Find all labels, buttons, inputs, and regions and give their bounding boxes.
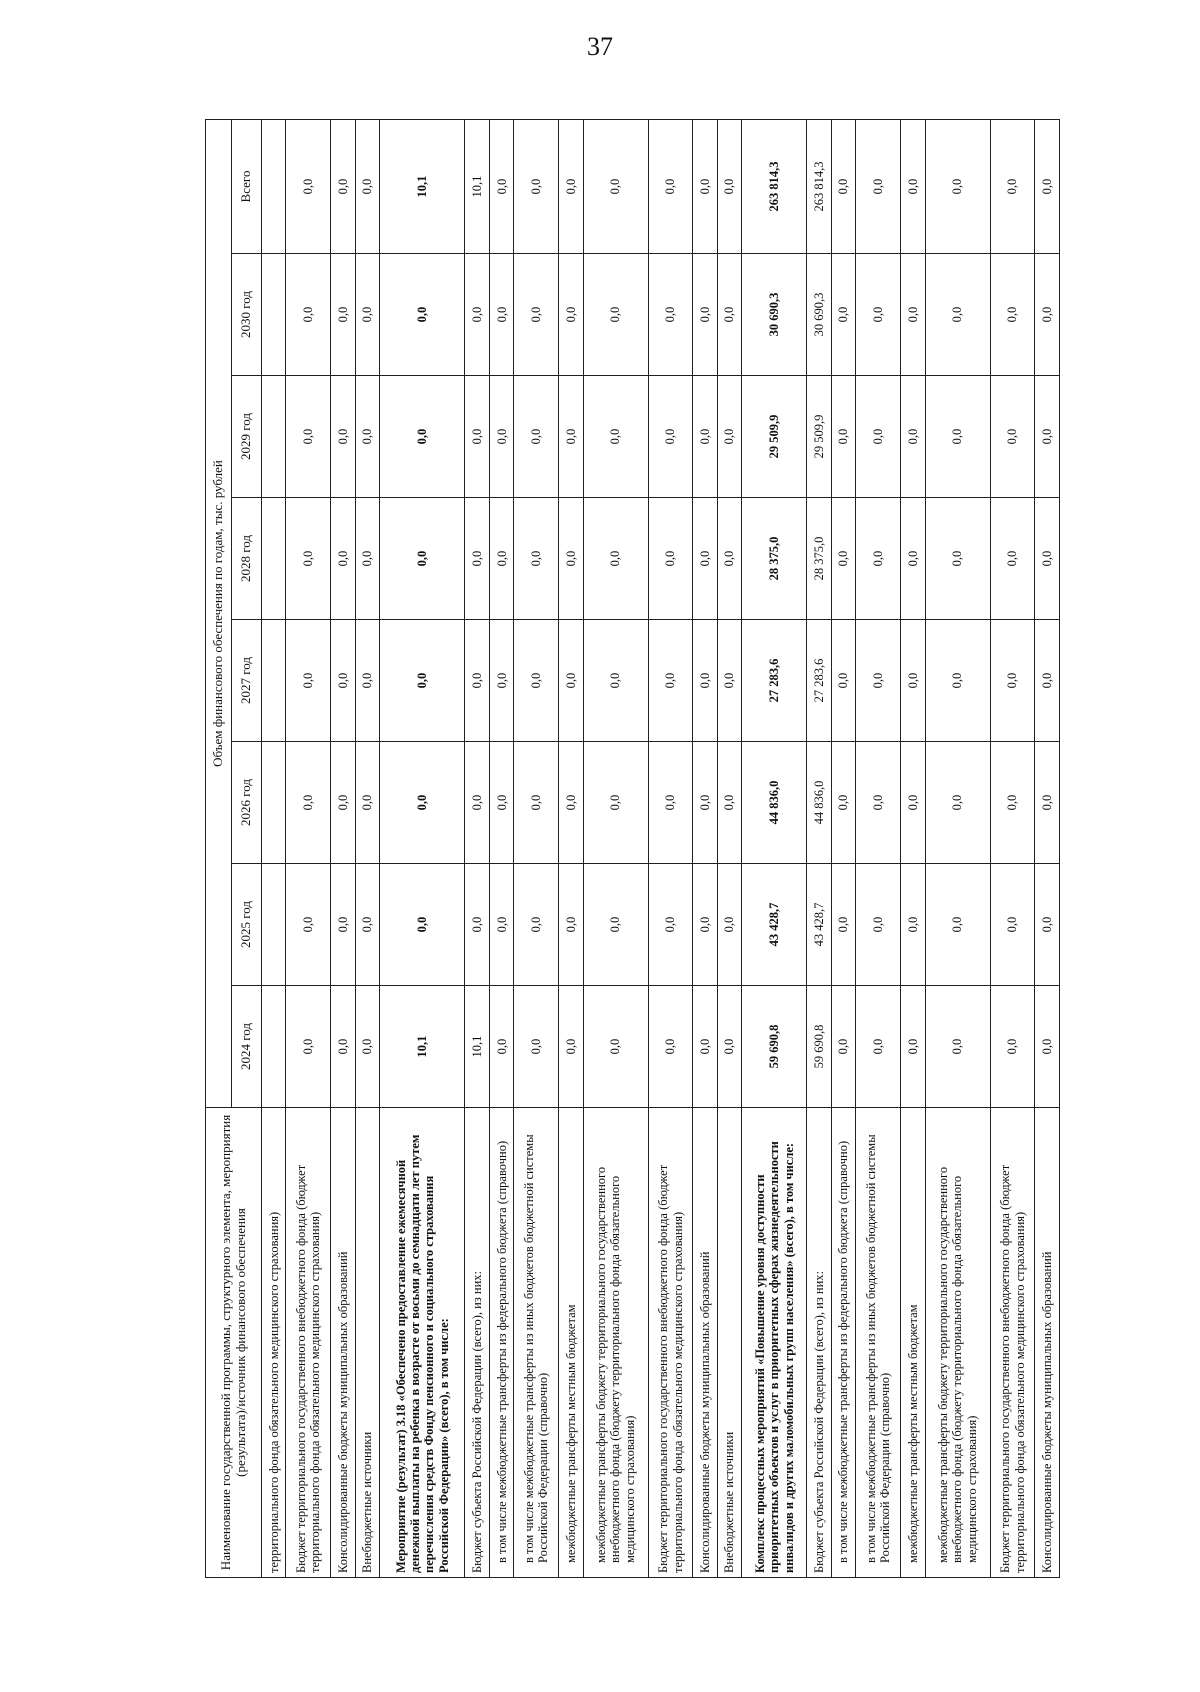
row-value: 0,0 [355, 864, 379, 986]
row-label: межбюджетные трансферты бюджету территориального государственного внебюджетного фонда (бюджету территориального фонда обязательного медицинского страхования) [925, 1108, 990, 1578]
row-value: 0,0 [355, 254, 379, 376]
row-value: 59 690,8 [807, 986, 831, 1108]
row-value: 10,1 [380, 119, 465, 253]
table-body [262, 119, 1060, 1577]
row-value: 0,0 [717, 620, 741, 742]
row-value: 0,0 [331, 742, 355, 864]
row-value: 0,0 [693, 254, 717, 376]
row-value: 0,0 [559, 254, 583, 376]
row-value: 0,0 [1035, 986, 1060, 1108]
row-value: 0,0 [648, 986, 693, 1108]
row-value [262, 986, 286, 1108]
row-label: межбюджетные трансферты бюджету территориального государственного внебюджетного фонда (бюджету территориального фонда обязательного медицинского страхования) [583, 1108, 648, 1578]
table-row [742, 119, 807, 1577]
row-value: 0,0 [559, 119, 583, 253]
row-value: 59 690,8 [742, 986, 807, 1108]
row-label: Комплекс процессных мероприятий «Повышение уровня доступности приоритетных объектов и услуг в приоритетных сферах жизнедеятельности инвалидов и других маломобильных групп населения» (всего), в том числе: [742, 1108, 807, 1578]
row-value: 0,0 [856, 864, 901, 986]
row-value: 0,0 [648, 254, 693, 376]
row-value: 0,0 [831, 742, 855, 864]
row-value: 0,0 [489, 620, 513, 742]
row-label: в том числе межбюджетные трансферты из федерального бюджета (справочно) [489, 1108, 513, 1578]
row-value: 0,0 [1035, 254, 1060, 376]
row-value: 30 690,3 [742, 254, 807, 376]
row-value: 0,0 [831, 254, 855, 376]
row-value: 0,0 [925, 254, 990, 376]
row-value: 0,0 [331, 864, 355, 986]
row-value: 29 509,9 [807, 376, 831, 498]
row-value: 0,0 [717, 498, 741, 620]
row-value: 0,0 [1035, 498, 1060, 620]
header-year: 2027 год [232, 620, 262, 742]
header-year: 2024 год [232, 986, 262, 1108]
header-year: 2026 год [232, 742, 262, 864]
row-value: 0,0 [856, 119, 901, 253]
row-value: 0,0 [514, 498, 559, 620]
row-value: 0,0 [717, 254, 741, 376]
row-value: 0,0 [559, 742, 583, 864]
row-value: 0,0 [355, 498, 379, 620]
row-value: 27 283,6 [807, 620, 831, 742]
row-value: 0,0 [489, 986, 513, 1108]
table-header [206, 119, 262, 1577]
row-value: 0,0 [990, 119, 1035, 253]
row-value [262, 254, 286, 376]
row-value: 0,0 [901, 376, 925, 498]
row-label: Внебюджетные источники [355, 1108, 379, 1578]
table-row [1035, 119, 1060, 1577]
row-value: 0,0 [648, 119, 693, 253]
row-value: 0,0 [465, 742, 489, 864]
row-value: 0,0 [514, 119, 559, 253]
row-value: 0,0 [648, 376, 693, 498]
financing-table [205, 119, 1060, 1578]
row-value: 0,0 [489, 376, 513, 498]
row-value: 0,0 [1035, 620, 1060, 742]
row-value: 0,0 [286, 742, 331, 864]
row-value: 0,0 [514, 376, 559, 498]
row-value: 0,0 [380, 498, 465, 620]
row-value: 28 375,0 [807, 498, 831, 620]
row-value: 10,1 [465, 119, 489, 253]
row-value: 0,0 [990, 986, 1035, 1108]
row-label: Консолидированные бюджеты муниципальных образований [693, 1108, 717, 1578]
row-value: 0,0 [901, 498, 925, 620]
header-name-column: Наименование государственной программы, структурного элемента, мероприятия (результата)/источник финансового обеспечения [206, 1108, 262, 1578]
row-value: 0,0 [925, 376, 990, 498]
row-value: 0,0 [693, 498, 717, 620]
row-value: 0,0 [355, 376, 379, 498]
row-value: 0,0 [583, 254, 648, 376]
row-value: 0,0 [286, 986, 331, 1108]
table-row [559, 119, 583, 1577]
row-value: 263 814,3 [807, 119, 831, 253]
row-value: 0,0 [856, 254, 901, 376]
row-value: 0,0 [355, 742, 379, 864]
table-row [489, 119, 513, 1577]
row-value: 0,0 [693, 119, 717, 253]
header-year: 2030 год [232, 254, 262, 376]
row-label: Бюджет территориального государственного внебюджетного фонда (бюджет территориального фонда обязательного медицинского страхования) [648, 1108, 693, 1578]
row-value: 0,0 [693, 742, 717, 864]
row-value: 0,0 [925, 742, 990, 864]
row-value: 29 509,9 [742, 376, 807, 498]
row-value: 0,0 [990, 254, 1035, 376]
row-value: 0,0 [648, 498, 693, 620]
row-value: 0,0 [925, 498, 990, 620]
row-value: 0,0 [380, 254, 465, 376]
row-value: 0,0 [583, 986, 648, 1108]
row-value: 0,0 [856, 986, 901, 1108]
row-value: 30 690,3 [807, 254, 831, 376]
table-row [355, 119, 379, 1577]
row-label: в том числе межбюджетные трансферты из иных бюджетов бюджетной системы Российской Федерации (справочно) [856, 1108, 901, 1578]
row-value: 0,0 [831, 498, 855, 620]
row-label: территориального фонда обязательного медицинского страхования) [262, 1108, 286, 1578]
row-value: 0,0 [331, 498, 355, 620]
row-value: 0,0 [286, 620, 331, 742]
row-label: Бюджет субъекта Российской Федерации (всего), из них: [465, 1108, 489, 1578]
row-value: 0,0 [648, 864, 693, 986]
row-value: 44 836,0 [807, 742, 831, 864]
page-number: 37 [587, 32, 613, 61]
row-value: 43 428,7 [807, 864, 831, 986]
row-value: 0,0 [331, 986, 355, 1108]
row-value: 0,0 [286, 254, 331, 376]
row-value: 0,0 [559, 376, 583, 498]
row-value: 0,0 [693, 376, 717, 498]
row-value [262, 620, 286, 742]
row-label: в том числе межбюджетные трансферты из федерального бюджета (справочно) [831, 1108, 855, 1578]
table-row [807, 119, 831, 1577]
row-value: 10,1 [380, 986, 465, 1108]
row-label: Консолидированные бюджеты муниципальных образований [1035, 1108, 1060, 1578]
row-value: 0,0 [380, 620, 465, 742]
row-value: 0,0 [465, 376, 489, 498]
table-row [648, 119, 693, 1577]
header-year: 2028 год [232, 498, 262, 620]
row-label: Бюджет территориального государственного внебюджетного фонда (бюджет территориального фонда обязательного медицинского страхования) [990, 1108, 1035, 1578]
row-value: 0,0 [380, 864, 465, 986]
row-value: 44 836,0 [742, 742, 807, 864]
row-value: 0,0 [355, 986, 379, 1108]
row-value [262, 498, 286, 620]
row-value: 0,0 [465, 864, 489, 986]
row-value: 0,0 [514, 254, 559, 376]
row-value: 0,0 [514, 742, 559, 864]
row-value: 0,0 [831, 376, 855, 498]
row-value: 0,0 [331, 254, 355, 376]
table-row [717, 119, 741, 1577]
row-value: 0,0 [331, 376, 355, 498]
row-value: 0,0 [286, 864, 331, 986]
row-value: 0,0 [925, 620, 990, 742]
row-value: 0,0 [831, 986, 855, 1108]
row-value: 0,0 [901, 986, 925, 1108]
row-value: 0,0 [925, 864, 990, 986]
row-value: 0,0 [901, 119, 925, 253]
row-value: 0,0 [990, 498, 1035, 620]
row-value: 0,0 [489, 254, 513, 376]
row-value: 0,0 [831, 620, 855, 742]
table-row [380, 119, 465, 1577]
table-row [831, 119, 855, 1577]
row-value: 0,0 [717, 986, 741, 1108]
row-value: 0,0 [925, 119, 990, 253]
table-row [331, 119, 355, 1577]
row-value: 0,0 [990, 742, 1035, 864]
table-row [465, 119, 489, 1577]
table-row [856, 119, 901, 1577]
row-value [262, 864, 286, 986]
row-value: 0,0 [286, 119, 331, 253]
row-value: 0,0 [1035, 864, 1060, 986]
row-value [262, 742, 286, 864]
row-value: 0,0 [717, 376, 741, 498]
header-year: 2029 год [232, 376, 262, 498]
row-value: 0,0 [901, 254, 925, 376]
row-value: 0,0 [583, 742, 648, 864]
header-year: 2025 год [232, 864, 262, 986]
table-container [205, 120, 1060, 1578]
row-value: 0,0 [831, 864, 855, 986]
table-row [286, 119, 331, 1577]
row-value: 0,0 [901, 864, 925, 986]
row-value: 0,0 [331, 119, 355, 253]
row-value: 0,0 [856, 376, 901, 498]
header-group: Объем финансового обеспечения по годам, тыс. рублей [206, 119, 232, 1107]
row-value: 263 814,3 [742, 119, 807, 253]
row-value: 0,0 [901, 620, 925, 742]
row-label: Бюджет субъекта Российской Федерации (всего), из них: [807, 1108, 831, 1578]
row-value: 0,0 [380, 742, 465, 864]
row-value: 43 428,7 [742, 864, 807, 986]
table-row [693, 119, 717, 1577]
row-value: 0,0 [901, 742, 925, 864]
row-label: межбюджетные трансферты местным бюджетам [559, 1108, 583, 1578]
row-value: 0,0 [856, 620, 901, 742]
row-value: 0,0 [489, 864, 513, 986]
row-value: 0,0 [648, 620, 693, 742]
table-row [925, 119, 990, 1577]
row-value: 28 375,0 [742, 498, 807, 620]
row-value: 0,0 [990, 376, 1035, 498]
row-value: 0,0 [693, 864, 717, 986]
row-value: 0,0 [465, 620, 489, 742]
row-value: 0,0 [514, 620, 559, 742]
row-value: 0,0 [489, 498, 513, 620]
row-value: 0,0 [559, 986, 583, 1108]
row-label: Внебюджетные источники [717, 1108, 741, 1578]
row-value: 0,0 [583, 620, 648, 742]
row-value: 10,1 [465, 986, 489, 1108]
row-value: 0,0 [648, 742, 693, 864]
row-value: 0,0 [583, 119, 648, 253]
row-value: 0,0 [465, 498, 489, 620]
row-label: Консолидированные бюджеты муниципальных образований [331, 1108, 355, 1578]
row-value: 0,0 [286, 376, 331, 498]
row-value: 27 283,6 [742, 620, 807, 742]
row-label: Бюджет территориального государственного внебюджетного фонда (бюджет территориального фонда обязательного медицинского страхования) [286, 1108, 331, 1578]
row-value: 0,0 [717, 864, 741, 986]
row-label: Мероприятие (результат) 3.18 «Обеспечено предоставление ежемесячной денежной выплаты на ребенка в возрасте от восьми до семнадцати лет путем перечисления средств Фонду пенсионного и социального страхования Российской Федерации» (всего), в том числе: [380, 1108, 465, 1578]
row-value: 0,0 [990, 620, 1035, 742]
row-value: 0,0 [489, 119, 513, 253]
row-label: в том числе межбюджетные трансферты из иных бюджетов бюджетной системы Российской Федерации (справочно) [514, 1108, 559, 1578]
row-value: 0,0 [465, 254, 489, 376]
table-row [262, 119, 286, 1577]
row-value: 0,0 [693, 986, 717, 1108]
table-row [901, 119, 925, 1577]
row-value: 0,0 [559, 498, 583, 620]
row-value: 0,0 [831, 119, 855, 253]
row-value: 0,0 [717, 742, 741, 864]
row-value: 0,0 [856, 498, 901, 620]
row-value: 0,0 [355, 620, 379, 742]
row-value: 0,0 [514, 864, 559, 986]
row-value: 0,0 [1035, 119, 1060, 253]
row-value [262, 376, 286, 498]
row-value: 0,0 [331, 620, 355, 742]
row-value: 0,0 [559, 620, 583, 742]
row-value [262, 119, 286, 253]
row-value: 0,0 [355, 119, 379, 253]
row-value: 0,0 [559, 864, 583, 986]
row-value: 0,0 [583, 864, 648, 986]
row-value: 0,0 [990, 864, 1035, 986]
row-value: 0,0 [1035, 742, 1060, 864]
table-row [990, 119, 1035, 1577]
table-row [583, 119, 648, 1577]
row-value: 0,0 [925, 986, 990, 1108]
header-year: Всего [232, 119, 262, 253]
row-value: 0,0 [583, 498, 648, 620]
row-value: 0,0 [286, 498, 331, 620]
table-row [514, 119, 559, 1577]
row-value: 0,0 [1035, 376, 1060, 498]
row-label: межбюджетные трансферты местным бюджетам [901, 1108, 925, 1578]
row-value: 0,0 [583, 376, 648, 498]
row-value: 0,0 [380, 376, 465, 498]
row-value: 0,0 [514, 986, 559, 1108]
row-value: 0,0 [856, 742, 901, 864]
row-value: 0,0 [717, 119, 741, 253]
row-value: 0,0 [693, 620, 717, 742]
row-value: 0,0 [489, 742, 513, 864]
